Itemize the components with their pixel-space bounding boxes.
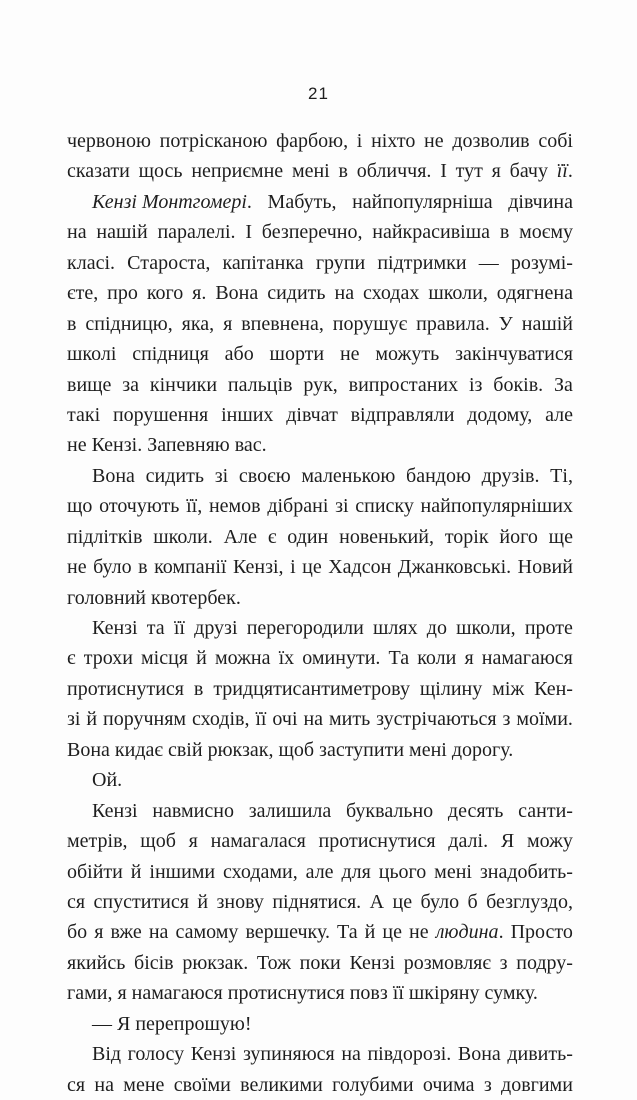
word: Мабуть, <box>267 190 337 213</box>
text-line <box>67 522 573 552</box>
word: не <box>339 343 360 366</box>
word: А <box>369 890 385 913</box>
word: групи <box>315 251 366 274</box>
word: потрісканою <box>159 130 268 152</box>
word: моєму <box>519 221 573 244</box>
word: розмовляє <box>403 951 491 974</box>
word: школи, <box>428 282 488 305</box>
word: сидить <box>267 282 326 305</box>
word: відправляли <box>350 403 455 426</box>
word: квотербек. <box>150 586 241 609</box>
word: коли <box>417 647 457 670</box>
word: мить <box>328 708 371 731</box>
word: Від <box>92 1043 122 1066</box>
text-line <box>67 948 573 978</box>
word: її <box>173 617 185 639</box>
text-line <box>67 339 573 369</box>
word: Я <box>500 830 515 853</box>
word: школи. <box>153 525 213 548</box>
word: гами, <box>67 982 113 1005</box>
text-line <box>67 643 573 673</box>
word: друзі <box>194 617 238 639</box>
word: мені <box>409 738 447 761</box>
word: але <box>545 403 573 426</box>
word: друзів. <box>481 464 540 487</box>
word: знадобить- <box>479 860 573 883</box>
word: найкрасивіша <box>372 221 490 244</box>
word: й <box>86 708 98 731</box>
word: сказати <box>67 160 130 183</box>
word: бісів <box>134 951 174 974</box>
word: й <box>196 647 207 670</box>
word: одягнена <box>496 282 573 305</box>
word: я <box>94 921 104 944</box>
text-line <box>67 1070 573 1100</box>
body-text <box>67 126 573 1100</box>
word: Та <box>388 647 410 670</box>
word: метрів, <box>67 830 128 853</box>
word: маленькою <box>301 464 396 487</box>
word: подру- <box>516 951 573 974</box>
word: дорогу. <box>451 738 514 761</box>
text-line <box>67 583 573 613</box>
word: це <box>392 890 413 913</box>
word: зі <box>335 495 349 518</box>
word: далі. <box>448 830 489 853</box>
text-line <box>67 309 573 339</box>
word: Кензі <box>349 951 396 974</box>
word: тут <box>455 160 483 183</box>
word: я <box>188 830 198 853</box>
word: підлітків <box>67 525 143 548</box>
word: Староста, <box>127 251 211 274</box>
word: класі. <box>67 251 116 274</box>
word: й <box>130 860 142 883</box>
word: капітанка <box>222 251 304 274</box>
text-line <box>67 430 573 460</box>
word: закінчуватися <box>455 343 573 366</box>
text-line <box>67 126 573 156</box>
word: не <box>67 556 87 579</box>
word: в <box>193 677 204 700</box>
word: Кензі, <box>232 556 284 579</box>
word: сидить <box>145 464 204 487</box>
word: протиснутися <box>67 677 184 700</box>
word: щось <box>138 160 183 183</box>
word: за <box>122 373 140 396</box>
word: правила. <box>416 312 490 335</box>
word: списку <box>355 495 414 518</box>
word: собі <box>538 130 573 152</box>
word: найпопулярніша <box>352 190 493 213</box>
word: є <box>67 647 76 670</box>
word: людина. <box>435 921 504 944</box>
text-line <box>67 187 573 217</box>
word: її, <box>186 495 203 518</box>
word: дозволив <box>452 130 530 152</box>
word: кидає <box>114 738 163 761</box>
word: мені <box>434 860 472 883</box>
word: знову <box>216 890 264 913</box>
word: вершечку. <box>245 921 330 944</box>
word: очі <box>272 708 298 731</box>
word: голосу <box>127 1043 185 1066</box>
word: в <box>67 312 77 335</box>
word: не <box>424 130 444 152</box>
word: шлях <box>373 617 418 639</box>
word: головний <box>67 586 146 609</box>
word: ніхто <box>371 130 416 152</box>
word: буквально <box>346 799 434 822</box>
word: не <box>67 434 87 457</box>
word: іншими <box>149 860 216 883</box>
word: зустрічаються <box>376 708 497 731</box>
word: щоб <box>278 738 315 761</box>
word: своїми <box>173 1073 231 1096</box>
word: вже <box>110 921 142 944</box>
word: Кензі <box>92 617 138 639</box>
word: на <box>94 1073 114 1096</box>
word: та <box>146 617 165 639</box>
text-line <box>67 613 573 643</box>
text-line <box>67 917 573 947</box>
word: школі <box>67 343 117 366</box>
word: дівчат <box>286 403 338 426</box>
word: бо <box>67 921 88 944</box>
word: мене <box>123 1073 165 1096</box>
word: зупиняюся <box>242 1043 335 1066</box>
text-line <box>67 491 573 521</box>
word: і <box>356 130 363 152</box>
word: додому, <box>467 403 533 426</box>
word: нашій <box>96 221 148 244</box>
word: я <box>464 647 474 670</box>
word: рук, <box>303 373 338 396</box>
word: ще <box>548 525 573 548</box>
text-line <box>67 796 573 826</box>
word: його <box>499 525 538 548</box>
word: з <box>483 1073 492 1096</box>
word: І <box>440 160 447 183</box>
word: — Я <box>92 1012 131 1035</box>
word: в <box>138 556 148 579</box>
word: поки <box>299 951 341 974</box>
word: трохи <box>83 647 133 670</box>
word: Вона <box>457 1043 501 1066</box>
word: бандою <box>406 464 471 487</box>
word: я <box>491 160 501 183</box>
word: спуститися <box>93 890 189 913</box>
text-line <box>67 461 573 491</box>
word: на <box>341 1043 361 1066</box>
word: їх <box>278 647 295 670</box>
word: перегородили <box>246 617 364 639</box>
text-line <box>67 704 573 734</box>
word: підтримки <box>377 251 467 274</box>
word: я <box>223 312 233 335</box>
word: з <box>499 951 508 974</box>
word: на <box>67 221 87 244</box>
word: очима <box>422 1073 475 1096</box>
word: проте <box>524 617 573 639</box>
word: Тож <box>256 951 291 974</box>
word: навмисно <box>152 799 234 822</box>
word: півдорозі. <box>367 1043 452 1066</box>
word: шкіряну <box>408 982 480 1005</box>
text-line <box>67 978 573 1008</box>
word: можна <box>214 647 271 670</box>
word: що <box>67 495 93 518</box>
word: було <box>420 890 460 913</box>
word: цього <box>378 860 427 883</box>
word: протиснутися <box>227 982 345 1005</box>
word: Хадсон <box>328 556 392 579</box>
word: в <box>499 221 510 244</box>
word: самому <box>175 921 239 944</box>
text-line <box>67 1039 573 1069</box>
word: яка, <box>181 312 215 335</box>
word: За <box>554 373 573 396</box>
word: сумку. <box>484 982 538 1005</box>
word: сходів, <box>192 708 250 731</box>
word: новенький, <box>339 525 434 548</box>
word: до <box>426 617 447 639</box>
word: обличчя. <box>356 160 432 183</box>
word: намагалася <box>210 830 306 853</box>
word: є <box>267 525 277 548</box>
word: У <box>498 312 513 335</box>
text-line <box>67 217 573 247</box>
word: було <box>93 556 132 579</box>
word: але <box>305 860 334 883</box>
word: Та <box>337 921 358 944</box>
word: десять <box>447 799 504 822</box>
word: Новий <box>517 556 573 579</box>
word: б <box>467 890 478 913</box>
word: фарбою, <box>276 130 349 152</box>
word: Вона <box>215 282 259 305</box>
word: дібрані <box>267 495 329 518</box>
word: паралелі. <box>157 221 236 244</box>
word: місця <box>141 647 189 670</box>
word: санти- <box>518 799 573 822</box>
text-line <box>67 826 573 856</box>
word: торік <box>444 525 489 548</box>
word: й <box>364 921 376 944</box>
word: тридцятисантиметрову <box>213 677 410 700</box>
word: рюкзак. <box>182 951 249 974</box>
word: піднятися. <box>272 890 362 913</box>
text-line <box>67 370 573 400</box>
word: це <box>382 921 402 944</box>
word: її <box>392 982 404 1005</box>
word: безглуздо, <box>486 890 573 913</box>
word: протиснутися <box>318 830 436 853</box>
word: Але <box>223 525 257 548</box>
word: спідницю, <box>85 312 173 335</box>
word: кого <box>146 282 184 305</box>
word: бачу <box>509 160 548 183</box>
word: намагаюся <box>131 982 223 1005</box>
word: щілину <box>419 677 483 700</box>
word: не <box>409 921 429 944</box>
word: на <box>334 282 355 305</box>
word: Просто <box>510 921 573 944</box>
word: її <box>255 708 267 731</box>
word: Ой. <box>92 769 123 792</box>
word: для <box>341 860 371 883</box>
word: залишила <box>248 799 332 822</box>
word: боків. <box>493 373 544 396</box>
word: вас. <box>234 434 267 457</box>
word: Вона <box>92 464 135 487</box>
word: кінчики <box>149 373 218 396</box>
word: можу <box>526 830 573 853</box>
word: із <box>468 373 483 396</box>
word: один <box>287 525 329 548</box>
word: або <box>224 343 254 366</box>
word: Ті, <box>550 464 573 487</box>
word: Кензі <box>190 1043 237 1066</box>
word: обійти <box>67 860 123 883</box>
word: великими <box>240 1073 323 1096</box>
word: компанії <box>154 556 227 579</box>
word: на <box>148 921 169 944</box>
text-line <box>67 1009 573 1039</box>
word: Кензі <box>92 799 138 822</box>
word: Кензі. <box>91 434 143 457</box>
word: дівчина <box>508 190 573 213</box>
text-line <box>67 674 573 704</box>
word: неприємне <box>191 160 284 183</box>
text-line <box>67 735 573 765</box>
word: й <box>197 890 209 913</box>
text-line <box>67 248 573 278</box>
word: мені <box>291 160 330 183</box>
word: — <box>478 251 499 274</box>
word: Запевняю <box>147 434 230 457</box>
word: школи, <box>456 617 516 639</box>
word: розумі- <box>510 251 573 274</box>
text-line <box>67 400 573 430</box>
word: повз <box>349 982 388 1005</box>
word: найпопулярніших <box>420 495 573 518</box>
word: І <box>245 221 252 244</box>
word: перепрошую! <box>135 1012 252 1035</box>
word: з <box>502 708 511 731</box>
word: спідниця <box>132 343 209 366</box>
page-number: 21 <box>308 84 329 103</box>
word: шорти <box>269 343 325 366</box>
word: Кен- <box>534 677 573 700</box>
word: Кензі Монтгомері. <box>92 190 252 213</box>
word: її. <box>556 160 573 183</box>
word: між <box>492 677 525 700</box>
word: свій <box>167 738 203 761</box>
text-line <box>67 887 573 917</box>
text-line <box>67 765 573 795</box>
text-line <box>67 156 573 186</box>
word: ся <box>67 890 86 913</box>
word: можуть <box>375 343 440 366</box>
word: і <box>290 556 296 579</box>
text-line <box>67 857 573 887</box>
word: випростаних <box>348 373 459 396</box>
word: на <box>303 708 324 731</box>
word: порушує <box>332 312 408 335</box>
word: щоб <box>140 830 176 853</box>
word: нашій <box>521 312 573 335</box>
word: такі <box>67 403 101 426</box>
text-line <box>67 552 573 582</box>
word: рюкзак, <box>207 738 274 761</box>
word: я <box>117 982 127 1005</box>
word: голубими <box>332 1073 414 1096</box>
word: я. <box>192 282 207 305</box>
word: Вона <box>67 738 110 761</box>
word: це <box>302 556 322 579</box>
word: інших <box>221 403 274 426</box>
word: порушення <box>112 403 209 426</box>
word: впевнена, <box>241 312 324 335</box>
text-line <box>67 278 573 308</box>
word: безперечно, <box>261 221 363 244</box>
word: про <box>107 282 138 305</box>
word: сходах <box>363 282 420 305</box>
word: Джанковські. <box>397 556 512 579</box>
word: єте, <box>67 282 99 305</box>
word: немов <box>208 495 261 518</box>
word: червоною <box>67 130 151 152</box>
word: якийсь <box>67 951 126 974</box>
word: зі <box>67 708 81 731</box>
word: сходами, <box>223 860 298 883</box>
word: оминути. <box>302 647 381 670</box>
word: довгими <box>501 1073 573 1096</box>
word: поручням <box>103 708 187 731</box>
word: заступити <box>319 738 405 761</box>
word: вище <box>67 373 112 396</box>
word: моїми. <box>516 708 573 731</box>
word: пальців <box>227 373 293 396</box>
word: намагаюся <box>481 647 573 670</box>
word: в <box>338 160 348 183</box>
word: дивить- <box>507 1043 573 1066</box>
word: зі <box>214 464 229 487</box>
word: оточують <box>99 495 180 518</box>
word: ся <box>67 1073 86 1096</box>
word: своєю <box>238 464 291 487</box>
